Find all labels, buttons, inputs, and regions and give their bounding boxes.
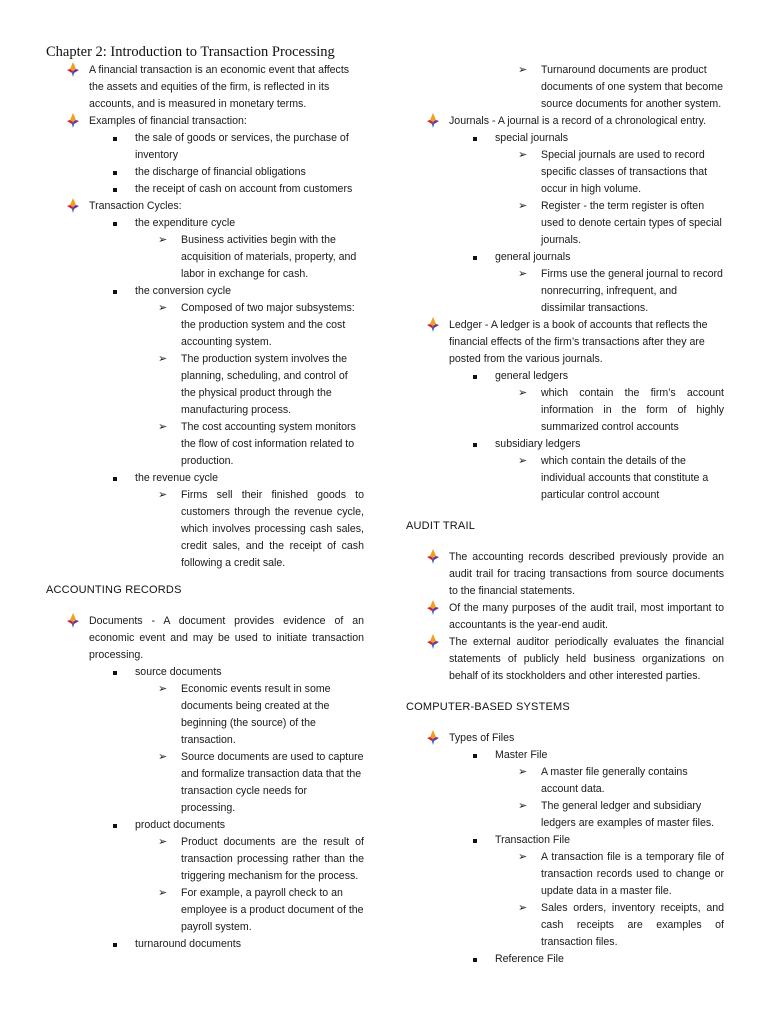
diamond-bullet-icon (66, 62, 80, 77)
page-title: Chapter 2: Introduction to Transaction Processing (46, 44, 335, 60)
bullet-audit-3: The external auditor periodically evaluates the financial statements of publicly held business organizations on behalf of its stockholders and other interested parties. (406, 634, 724, 685)
section-heading-computer-based-systems: COMPUTER-BASED SYSTEMS (406, 701, 570, 713)
arrow-bullet-icon: ➢ (518, 268, 528, 280)
square-bullet-icon (473, 754, 477, 758)
square-bullet-icon (113, 824, 117, 828)
sub-list-item: ➢ Economic events result in some documents being created at the beginning (the source) of the transaction. (158, 683, 331, 746)
bullet-audit-1: The accounting records described previously provide an audit trail for tracing transactions from source documents to the financial statements. (406, 549, 724, 600)
list-item: the discharge of financial obligations (46, 164, 364, 181)
square-bullet-icon (113, 188, 117, 192)
sub-list-item: ➢ Business activities begin with the acquisition of materials, property, and labor in exchange for cash. (158, 234, 357, 280)
sub-list-item: ➢ Turnaround documents are product documents of one system that become source documents for another system. (518, 64, 723, 110)
diamond-bullet-icon (426, 113, 440, 128)
section-heading-audit-trail: AUDIT TRAIL (406, 520, 476, 532)
bullet-transaction-cycles: Transaction Cycles: (46, 198, 364, 215)
right-column (406, 62, 724, 968)
bullet-audit-2: Of the many purposes of the audit trail, most important to accountants is the year-end audit. (406, 600, 724, 634)
square-bullet-icon (113, 222, 117, 226)
list-item: special journals (406, 130, 724, 147)
sub-list-item: ➢ Source documents are used to capture and formalize transaction data that the transaction cycle needs for processing. (158, 751, 364, 814)
list-item: Transaction File (406, 832, 724, 849)
arrow-bullet-icon: ➢ (518, 851, 528, 863)
sub-list-item: ➢ Composed of two major subsystems: the production system and the cost accounting system. (158, 302, 355, 348)
square-bullet-icon (473, 375, 477, 379)
list-item: general ledgers (406, 368, 724, 385)
sub-list-item: ➢ Sales orders, inventory receipts, and cash receipts are examples of transaction files. (518, 902, 724, 948)
section-heading-accounting-records: ACCOUNTING RECORDS (46, 584, 182, 596)
list-item: source documents (46, 664, 364, 681)
sub-list-item: ➢ Special journals are used to record specific classes of transactions that occur in high volume. (518, 149, 708, 195)
diamond-bullet-icon (426, 317, 440, 332)
square-bullet-icon (113, 943, 117, 947)
sub-list-item: ➢ Product documents are the result of transaction processing rather than the triggering mechanism for the process. (158, 836, 364, 882)
sub-list-item: ➢ Firms sell their finished goods to customers through the revenue cycle, which involves processing cash sales, credit sales, and the receipt of cash following a credit sale. (158, 489, 364, 569)
square-bullet-icon (113, 137, 117, 141)
diamond-bullet-icon (66, 113, 80, 128)
arrow-bullet-icon: ➢ (158, 489, 168, 501)
sub-list-item: ➢ The cost accounting system monitors the flow of cost information related to production. (158, 421, 356, 467)
arrow-bullet-icon: ➢ (158, 421, 168, 433)
arrow-bullet-icon: ➢ (518, 455, 528, 467)
bullet-documents: Documents - A document provides evidence of an economic event and may be used to initiate transaction processing. (46, 613, 364, 664)
arrow-bullet-icon: ➢ (518, 387, 528, 399)
list-item: the sale of goods or services, the purchase of inventory (46, 130, 364, 164)
list-item: turnaround documents (46, 936, 364, 953)
sub-list-item: ➢ A master file generally contains account data. (518, 766, 688, 795)
arrow-bullet-icon: ➢ (518, 149, 528, 161)
list-item: the receipt of cash on account from customers (46, 181, 364, 198)
square-bullet-icon (473, 839, 477, 843)
list-item: product documents (46, 817, 364, 834)
arrow-bullet-icon: ➢ (158, 302, 168, 314)
arrow-bullet-icon: ➢ (518, 800, 528, 812)
square-bullet-icon (113, 477, 117, 481)
arrow-bullet-icon: ➢ (158, 887, 168, 899)
diamond-bullet-icon (66, 198, 80, 213)
bullet-types-of-files: Types of Files (406, 730, 724, 747)
square-bullet-icon (113, 671, 117, 675)
diamond-bullet-icon (426, 549, 440, 564)
list-item: Reference File (406, 951, 724, 968)
arrow-bullet-icon: ➢ (158, 353, 168, 365)
list-item: the revenue cycle (46, 470, 364, 487)
arrow-bullet-icon: ➢ (518, 64, 528, 76)
diamond-bullet-icon (66, 613, 80, 628)
list-item: subsidiary ledgers (406, 436, 724, 453)
sub-list-item: ➢ The general ledger and subsidiary ledgers are examples of master files. (518, 800, 715, 829)
left-column (46, 62, 364, 953)
arrow-bullet-icon: ➢ (518, 902, 528, 914)
diamond-bullet-icon (426, 600, 440, 615)
arrow-bullet-icon: ➢ (518, 766, 528, 778)
sub-list-item: ➢ Firms use the general journal to record nonrecurring, infrequent, and dissimilar transactions. (518, 268, 723, 314)
bullet-financial-transaction: A financial transaction is an economic event that affects the assets and equities of the firm, is reflected in its accounts, and is measured in monetary terms. (46, 62, 364, 113)
sub-list-item: ➢ The production system involves the planning, scheduling, and control of the physical product through the manufacturing process. (158, 353, 348, 416)
list-item: Master File (406, 747, 724, 764)
bullet-ledger: Ledger - A ledger is a book of accounts that reflects the financial effects of the firm’s transactions after they are posted from the various journals. (406, 317, 724, 368)
sub-list-item: ➢ which contain the firm’s account information in the form of highly summarized control accounts (518, 387, 724, 433)
sub-list-item: ➢ which contain the details of the individual accounts that constitute a particular control account (518, 455, 709, 501)
list-item: the expenditure cycle (46, 215, 364, 232)
sub-list-item: ➢ For example, a payroll check to an employee is a product document of the payroll system. (158, 887, 364, 933)
arrow-bullet-icon: ➢ (158, 836, 168, 848)
arrow-bullet-icon: ➢ (518, 200, 528, 212)
arrow-bullet-icon: ➢ (158, 234, 168, 246)
square-bullet-icon (473, 958, 477, 962)
arrow-bullet-icon: ➢ (158, 683, 168, 695)
diamond-bullet-icon (426, 730, 440, 745)
arrow-bullet-icon: ➢ (158, 751, 168, 763)
list-item: the conversion cycle (46, 283, 364, 300)
sub-list-item: ➢ A transaction file is a temporary file of transaction records used to change or update data in a master file. (518, 851, 724, 897)
bullet-examples: Examples of financial transaction: (46, 113, 364, 130)
square-bullet-icon (473, 137, 477, 141)
list-item: general journals (406, 249, 724, 266)
sub-list-item: ➢ Register - the term register is often used to denote certain types of special journals. (518, 200, 722, 246)
square-bullet-icon (113, 290, 117, 294)
square-bullet-icon (473, 443, 477, 447)
square-bullet-icon (113, 171, 117, 175)
square-bullet-icon (473, 256, 477, 260)
diamond-bullet-icon (426, 634, 440, 649)
bullet-journals: Journals - A journal is a record of a chronological entry. (406, 113, 724, 130)
